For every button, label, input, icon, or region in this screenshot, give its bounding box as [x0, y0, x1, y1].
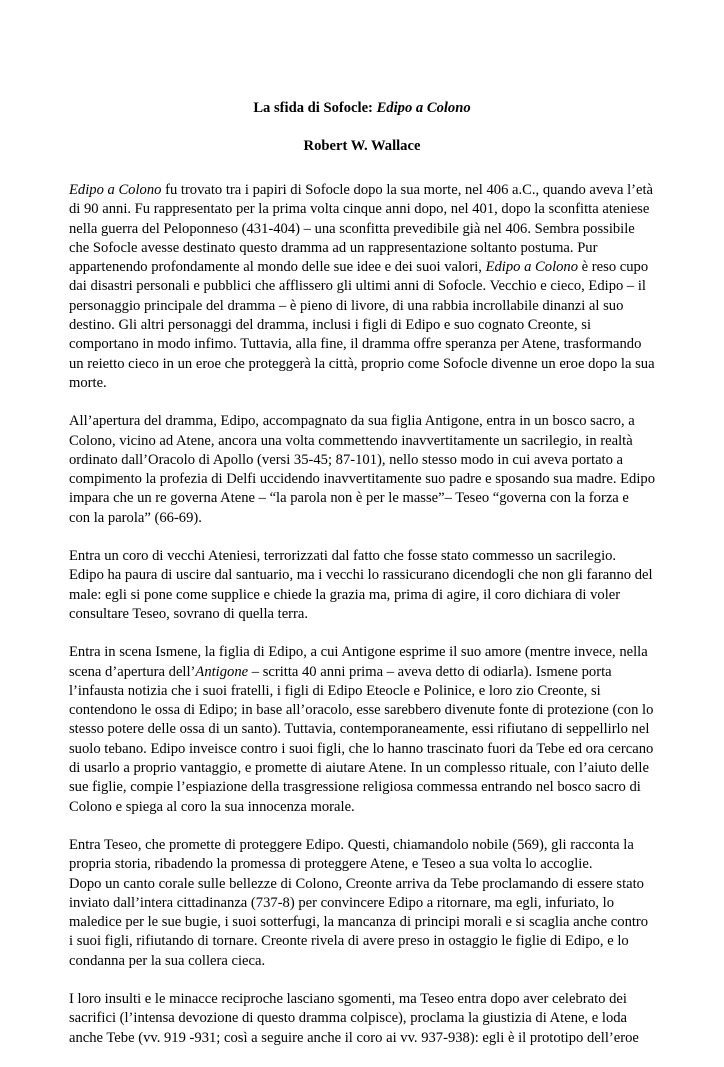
text-run: Edipo ha paura di uscire dal santuario, ma i vecchi lo rassicurano dicendogli che non gli faranno del	[69, 567, 653, 584]
text-line	[69, 277, 669, 296]
text-line	[69, 470, 669, 489]
title-italic-text: Edipo a Colono	[376, 100, 471, 116]
document-title	[0, 99, 724, 117]
text-line	[69, 643, 669, 662]
text-run: Entra in scena Ismene, la figlia di Edipo, a cui Antigone esprime il suo amore (mentre invece, nella	[69, 644, 648, 661]
text-line	[69, 836, 669, 855]
text-run: fu trovato tra i papiri di Sofocle dopo la sua morte, nel 406 a.C., quando aveva l’età	[161, 182, 654, 198]
text-line	[69, 412, 669, 431]
text-line	[69, 855, 669, 874]
paragraph	[69, 643, 669, 817]
text-run: Entra un coro di vecchi Ateniesi, terrorizzati dal fatto che fosse stato commesso un sacrilegio.	[69, 548, 617, 565]
text-run: di 90 anni. Fu rappresentato per la prima volta cinque anni dopo, nel 401, dopo la sconfitta ateniese	[69, 201, 650, 218]
text-run: male: egli si pone come supplice e chiede la grazia ma, prima di agire, il coro dichiara di voler	[69, 586, 621, 603]
text-run: morte.	[69, 374, 107, 391]
text-line	[69, 181, 669, 200]
text-run: compimento la profezia di Delfi uccidendo inavvertitamente suo padre e sposando sua madre. Edipo	[69, 471, 655, 488]
text-line	[69, 297, 669, 316]
text-run: inviato dall’intera cittadinanza (737-8) per convincere Edipo a ritornare, ma egli, infuriato, lo	[69, 894, 615, 911]
text-run: dai disastri personali e pubblici che afflissero gli ultimi anni di Sofocle. Vecchio e cieco, Edipo – il	[69, 278, 646, 295]
text-line	[69, 239, 669, 258]
title-text: La sfida di Sofocle:	[253, 100, 377, 116]
text-run: i suoi figli, rifiutando di tornare. Creonte rivela di avere preso in ostaggio le figlie di Edipo, e lo	[69, 933, 629, 950]
text-run: un reietto cieco in un eroe che proteggerà la città, proprio come Sofocle divenne un eroe dopo la sua	[69, 355, 655, 372]
text-line	[69, 316, 669, 335]
text-run: suolo tebano. Edipo inveisce contro i suoi figli, che lo hanno trascinato fuori da Tebe ed ora cercano	[69, 740, 654, 757]
text-line	[69, 432, 669, 451]
text-run: Colono e spiega al coro la sua innocenza morale.	[69, 798, 355, 815]
text-line	[69, 451, 669, 470]
text-run: contendono le ossa di Edipo; in base all’oracolo, esse sarebbero divenute fonte di protezione (con lo	[69, 702, 654, 719]
text-line	[69, 200, 669, 219]
text-line	[69, 894, 669, 913]
text-line	[69, 547, 669, 566]
text-run: che Sofocle avesse destinato questo dramma ad un rappresentazione soltanto postuma. Pur	[69, 239, 598, 256]
document-body	[69, 181, 669, 1067]
text-run: propria storia, ribadendo la promessa di proteggere Atene, e Teseo a sua volta lo accoglie.	[69, 856, 593, 873]
text-line	[69, 875, 669, 894]
text-run: consultare Teseo, sovrano di quella terra.	[69, 605, 309, 622]
text-run: All’apertura del dramma, Edipo, accompagnato da sua figlia Antigone, entra in un bosco sacro, a	[69, 413, 635, 430]
paragraph	[69, 181, 669, 393]
text-line	[69, 489, 669, 508]
text-run: Colono, vicino ad Atene, ancora una volta commettendo inavvertitamente un sacrilegio, in realtà	[69, 432, 633, 449]
text-run: l’infausta notizia che i suoi fratelli, i figli di Edipo Eteocle e Polinice, e loro zio Creonte, si	[69, 682, 601, 699]
text-run: Entra Teseo, che promette di proteggere Edipo. Questi, chiamandolo nobile (569), gli racconta la	[69, 836, 634, 853]
text-run: Dopo un canto corale sulle bellezze di Colono, Creonte arriva da Tebe proclamando di essere stato	[69, 875, 644, 892]
italic-text: Antigone	[195, 663, 249, 680]
text-line	[69, 258, 669, 277]
text-run: ordinato dall’Oracolo di Apollo (versi 35-45; 87-101), nello stesso modo in cui aveva portato a	[69, 451, 624, 468]
text-line	[69, 335, 669, 354]
text-line	[69, 355, 669, 374]
text-run: sacrifici (l’intensa devozione di questo dramma colpisce), proclama la giustizia di Atene, e loda	[69, 1010, 628, 1027]
text-line	[69, 1029, 669, 1048]
italic-text: Edipo a Colono	[69, 182, 162, 198]
text-line	[69, 605, 669, 624]
text-run: – scritta 40 anni prima – aveva detto di odiarla). Ismene porta	[248, 663, 612, 680]
text-run: destino. Gli altri personaggi del dramma, inclusi i figli di Edipo e suo cognato Creonte, si	[69, 317, 592, 334]
text-line	[69, 220, 669, 239]
text-run: scena d’apertura dell’	[69, 663, 196, 680]
text-line	[69, 952, 669, 971]
paragraph	[69, 412, 669, 528]
text-run: condanna per la sua collera cieca.	[69, 952, 266, 969]
text-run: di usarlo a proprio vantaggio, e promette di aiutare Atene. In un complesso rituale, con l’aiuto delle	[69, 760, 649, 777]
paragraph	[69, 990, 669, 1048]
text-line	[69, 759, 669, 778]
text-line	[69, 701, 669, 720]
text-run: con la parola” (66-69).	[69, 509, 202, 526]
document-author: Robert W. Wallace	[303, 138, 421, 154]
text-run: impara che un re governa Atene – “la parola non è per le masse”– Teseo “governa con la forza e	[69, 490, 629, 507]
text-line	[69, 720, 669, 739]
text-line	[69, 1009, 669, 1028]
text-line	[69, 913, 669, 932]
text-run: I loro insulti e le minacce reciproche lasciano sgomenti, ma Teseo entra dopo aver celebrato dei	[69, 990, 627, 1007]
text-line	[69, 566, 669, 585]
text-run: nella guerra del Peloponneso (431-404) – una sconfitta prevedibile già nel 406. Sembra possibile	[69, 220, 635, 237]
text-run: è reso cupo	[578, 259, 649, 276]
paragraph	[69, 547, 669, 624]
text-line	[69, 990, 669, 1009]
text-line	[69, 682, 669, 701]
text-line	[69, 509, 669, 528]
text-line	[69, 586, 669, 605]
text-line	[69, 798, 669, 817]
text-line	[69, 374, 669, 393]
text-line	[69, 778, 669, 797]
italic-text: Edipo a Colono	[485, 259, 579, 276]
text-line	[69, 932, 669, 951]
text-run: comportano in modo infimo. Tuttavia, alla fine, il dramma offre speranza per Atene, trasformando	[69, 336, 642, 353]
text-run: stesso potere delle ossa di un santo). Tuttavia, contemporaneamente, essi rifiutano di seppellirlo nel	[69, 721, 650, 738]
text-run: appartenendo profondamente al mondo delle sue idee e dei suoi valori,	[69, 259, 486, 276]
paragraph	[69, 875, 669, 971]
text-run: anche Tebe (vv. 919 -931; così a seguire anche il coro ai vv. 937-938): egli è il prototipo dell’eroe	[69, 1029, 639, 1046]
text-run: maledice per le sue bugie, i suoi sotterfugi, la mancanza di principi morali e si scaglia anche contro	[69, 914, 649, 931]
text-line	[69, 740, 669, 759]
text-run: personaggio principale del dramma – è pieno di livore, di una rabbia incrollabile dinanzi al suo	[69, 297, 624, 314]
paragraph	[69, 836, 669, 875]
text-run: sue figlie, compie l’espiazione della trasgressione religiosa commessa entrando nel bosco sacro di	[69, 779, 641, 796]
text-line	[69, 663, 669, 682]
